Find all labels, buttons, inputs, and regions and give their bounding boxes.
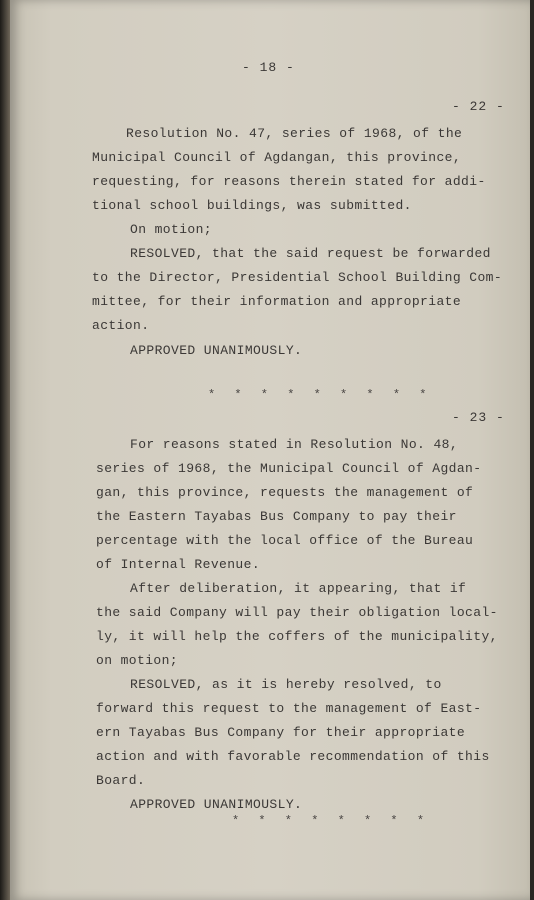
res23-line-8: the said Company will pay their obligation local- <box>96 605 498 620</box>
res23-line-3: gan, this province, requests the management of <box>96 485 474 500</box>
res23-line-1: For reasons stated in Resolution No. 48, <box>130 437 459 452</box>
res22-line-8: mittee, for their information and appropriate <box>92 294 462 309</box>
res22-line-3: requesting, for reasons therein stated for addi- <box>92 174 486 189</box>
resolution-number-22: - 22 - <box>452 99 505 114</box>
res22-line-4: tional school buildings, was submitted. <box>92 198 412 213</box>
res23-line-10: on motion; <box>96 653 179 668</box>
page-number: - 18 - <box>242 60 295 75</box>
res23-line-6: of Internal Revenue. <box>96 557 261 572</box>
res22-line-7: to the Director, Presidential School Building Com- <box>92 270 503 285</box>
res23-line-7: After deliberation, it appearing, that if <box>130 581 467 596</box>
res23-line-9: ly, it will help the coffers of the municipality, <box>96 629 498 644</box>
res23-line-12: forward this request to the management of East- <box>96 701 482 716</box>
res23-line-13: ern Tayabas Bus Company for their appropriate <box>96 725 466 740</box>
res23-line-11: RESOLVED, as it is hereby resolved, to <box>130 677 442 692</box>
res23-line-14: action and with favorable recommendation of this <box>96 749 490 764</box>
res22-line-10: APPROVED UNANIMOUSLY. <box>130 343 303 358</box>
res22-line-5: On motion; <box>130 222 213 237</box>
res22-line-9: action. <box>92 318 150 333</box>
res22-line-6: RESOLVED, that the said request be forwarded <box>130 246 491 261</box>
separator-stars-1: * * * * * * * * * <box>208 388 433 402</box>
res23-line-2: series of 1968, the Municipal Council of Agdan- <box>96 461 482 476</box>
res23-line-16: APPROVED UNANIMOUSLY. <box>130 797 303 812</box>
res23-line-5: percentage with the local office of the Bureau <box>96 533 474 548</box>
res23-line-4: the Eastern Tayabas Bus Company to pay their <box>96 509 457 524</box>
separator-stars-2: * * * * * * * * <box>232 814 431 828</box>
res22-line-1: Resolution No. 47, series of 1968, of the <box>126 126 463 141</box>
document-page <box>10 0 530 900</box>
res23-line-15: Board. <box>96 773 146 788</box>
resolution-number-23: - 23 - <box>452 410 505 425</box>
book-spine-edge <box>0 0 10 900</box>
res22-line-2: Municipal Council of Agdangan, this province, <box>92 150 462 165</box>
